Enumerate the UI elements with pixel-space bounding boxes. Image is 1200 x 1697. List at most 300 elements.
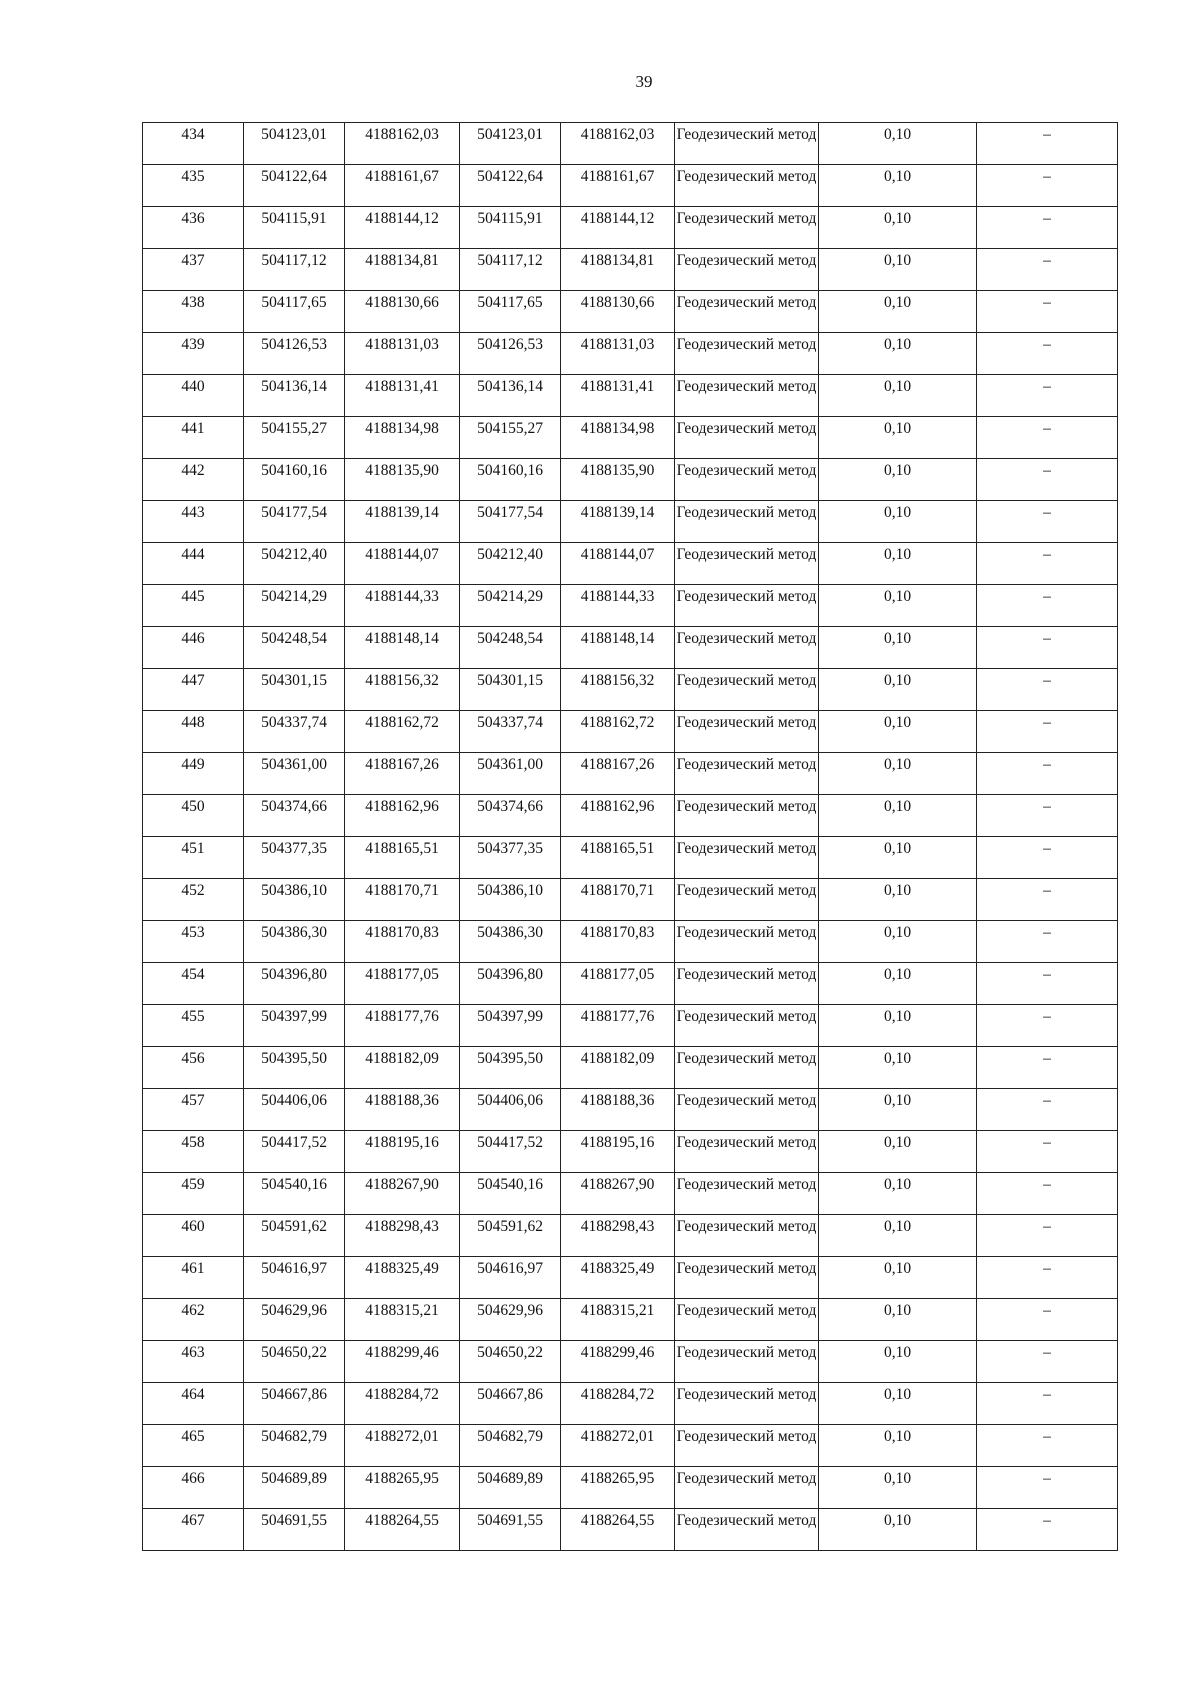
x-specified-cell: 504123,01 xyxy=(460,123,561,165)
table-row xyxy=(143,291,1118,333)
point-number-cell: 458 xyxy=(143,1131,244,1173)
accuracy-cell: 0,10 xyxy=(819,1509,977,1551)
point-number-cell: 444 xyxy=(143,543,244,585)
method-cell: Геодезический метод xyxy=(675,207,819,249)
y-existing-cell: 4188162,72 xyxy=(345,711,460,753)
x-existing-cell: 504214,29 xyxy=(244,585,345,627)
y-specified-cell: 4188139,14 xyxy=(561,501,675,543)
x-existing-cell: 504386,10 xyxy=(244,879,345,921)
table-row xyxy=(143,543,1118,585)
accuracy-cell: 0,10 xyxy=(819,879,977,921)
table-row xyxy=(143,585,1118,627)
note-cell: – xyxy=(977,585,1118,627)
note-cell: – xyxy=(977,753,1118,795)
y-existing-cell: 4188134,81 xyxy=(345,249,460,291)
x-existing-cell: 504395,50 xyxy=(244,1047,345,1089)
table-row xyxy=(143,1299,1118,1341)
y-existing-cell: 4188177,76 xyxy=(345,1005,460,1047)
point-number-cell: 439 xyxy=(143,333,244,375)
point-number-cell: 449 xyxy=(143,753,244,795)
note-cell: – xyxy=(977,375,1118,417)
x-existing-cell: 504591,62 xyxy=(244,1215,345,1257)
x-existing-cell: 504155,27 xyxy=(244,417,345,459)
y-specified-cell: 4188265,95 xyxy=(561,1467,675,1509)
method-cell: Геодезический метод xyxy=(675,1467,819,1509)
x-existing-cell: 504117,12 xyxy=(244,249,345,291)
method-cell: Геодезический метод xyxy=(675,1425,819,1467)
table-row xyxy=(143,417,1118,459)
method-cell: Геодезический метод xyxy=(675,963,819,1005)
x-existing-cell: 504301,15 xyxy=(244,669,345,711)
x-specified-cell: 504689,89 xyxy=(460,1467,561,1509)
table-row xyxy=(143,1341,1118,1383)
accuracy-cell: 0,10 xyxy=(819,1383,977,1425)
x-existing-cell: 504337,74 xyxy=(244,711,345,753)
y-existing-cell: 4188162,03 xyxy=(345,123,460,165)
y-specified-cell: 4188177,05 xyxy=(561,963,675,1005)
table-row xyxy=(143,711,1118,753)
y-specified-cell: 4188167,26 xyxy=(561,753,675,795)
x-specified-cell: 504117,65 xyxy=(460,291,561,333)
point-number-cell: 452 xyxy=(143,879,244,921)
accuracy-cell: 0,10 xyxy=(819,543,977,585)
x-specified-cell: 504540,16 xyxy=(460,1173,561,1215)
method-cell: Геодезический метод xyxy=(675,1005,819,1047)
note-cell: – xyxy=(977,123,1118,165)
point-number-cell: 438 xyxy=(143,291,244,333)
y-existing-cell: 4188134,98 xyxy=(345,417,460,459)
y-specified-cell: 4188131,41 xyxy=(561,375,675,417)
method-cell: Геодезический метод xyxy=(675,333,819,375)
table-row xyxy=(143,1509,1118,1551)
y-existing-cell: 4188284,72 xyxy=(345,1383,460,1425)
x-specified-cell: 504650,22 xyxy=(460,1341,561,1383)
point-number-cell: 436 xyxy=(143,207,244,249)
x-specified-cell: 504682,79 xyxy=(460,1425,561,1467)
accuracy-cell: 0,10 xyxy=(819,1257,977,1299)
x-existing-cell: 504374,66 xyxy=(244,795,345,837)
note-cell: – xyxy=(977,1383,1118,1425)
point-number-cell: 451 xyxy=(143,837,244,879)
table-row xyxy=(143,795,1118,837)
x-existing-cell: 504417,52 xyxy=(244,1131,345,1173)
method-cell: Геодезический метод xyxy=(675,1215,819,1257)
y-specified-cell: 4188170,71 xyxy=(561,879,675,921)
accuracy-cell: 0,10 xyxy=(819,837,977,879)
method-cell: Геодезический метод xyxy=(675,753,819,795)
x-existing-cell: 504667,86 xyxy=(244,1383,345,1425)
note-cell: – xyxy=(977,459,1118,501)
y-specified-cell: 4188131,03 xyxy=(561,333,675,375)
x-specified-cell: 504214,29 xyxy=(460,585,561,627)
accuracy-cell: 0,10 xyxy=(819,249,977,291)
x-existing-cell: 504691,55 xyxy=(244,1509,345,1551)
point-number-cell: 450 xyxy=(143,795,244,837)
x-specified-cell: 504248,54 xyxy=(460,627,561,669)
note-cell: – xyxy=(977,1509,1118,1551)
x-existing-cell: 504682,79 xyxy=(244,1425,345,1467)
y-specified-cell: 4188162,96 xyxy=(561,795,675,837)
note-cell: – xyxy=(977,1257,1118,1299)
table-row xyxy=(143,1257,1118,1299)
y-specified-cell: 4188272,01 xyxy=(561,1425,675,1467)
x-existing-cell: 504361,00 xyxy=(244,753,345,795)
y-specified-cell: 4188130,66 xyxy=(561,291,675,333)
accuracy-cell: 0,10 xyxy=(819,1089,977,1131)
point-number-cell: 460 xyxy=(143,1215,244,1257)
note-cell: – xyxy=(977,207,1118,249)
x-existing-cell: 504386,30 xyxy=(244,921,345,963)
x-specified-cell: 504212,40 xyxy=(460,543,561,585)
x-existing-cell: 504689,89 xyxy=(244,1467,345,1509)
method-cell: Геодезический метод xyxy=(675,1509,819,1551)
method-cell: Геодезический метод xyxy=(675,543,819,585)
table-row xyxy=(143,1215,1118,1257)
y-existing-cell: 4188162,96 xyxy=(345,795,460,837)
x-specified-cell: 504361,00 xyxy=(460,753,561,795)
accuracy-cell: 0,10 xyxy=(819,1131,977,1173)
point-number-cell: 442 xyxy=(143,459,244,501)
method-cell: Геодезический метод xyxy=(675,1299,819,1341)
method-cell: Геодезический метод xyxy=(675,417,819,459)
note-cell: – xyxy=(977,627,1118,669)
accuracy-cell: 0,10 xyxy=(819,1215,977,1257)
table-row xyxy=(143,1089,1118,1131)
y-specified-cell: 4188298,43 xyxy=(561,1215,675,1257)
y-existing-cell: 4188144,07 xyxy=(345,543,460,585)
y-existing-cell: 4188148,14 xyxy=(345,627,460,669)
method-cell: Геодезический метод xyxy=(675,1257,819,1299)
accuracy-cell: 0,10 xyxy=(819,795,977,837)
x-specified-cell: 504177,54 xyxy=(460,501,561,543)
note-cell: – xyxy=(977,501,1118,543)
y-existing-cell: 4188135,90 xyxy=(345,459,460,501)
coordinates-table xyxy=(142,122,1118,1551)
point-number-cell: 448 xyxy=(143,711,244,753)
x-existing-cell: 504248,54 xyxy=(244,627,345,669)
accuracy-cell: 0,10 xyxy=(819,291,977,333)
point-number-cell: 461 xyxy=(143,1257,244,1299)
y-existing-cell: 4188195,16 xyxy=(345,1131,460,1173)
method-cell: Геодезический метод xyxy=(675,711,819,753)
note-cell: – xyxy=(977,1047,1118,1089)
x-specified-cell: 504122,64 xyxy=(460,165,561,207)
y-existing-cell: 4188272,01 xyxy=(345,1425,460,1467)
method-cell: Геодезический метод xyxy=(675,921,819,963)
x-existing-cell: 504377,35 xyxy=(244,837,345,879)
table-row xyxy=(143,249,1118,291)
table-row xyxy=(143,333,1118,375)
note-cell: – xyxy=(977,1215,1118,1257)
y-specified-cell: 4188144,12 xyxy=(561,207,675,249)
x-specified-cell: 504396,80 xyxy=(460,963,561,1005)
method-cell: Геодезический метод xyxy=(675,249,819,291)
x-specified-cell: 504377,35 xyxy=(460,837,561,879)
table-row xyxy=(143,1383,1118,1425)
table-row xyxy=(143,921,1118,963)
y-existing-cell: 4188144,33 xyxy=(345,585,460,627)
note-cell: – xyxy=(977,543,1118,585)
y-specified-cell: 4188188,36 xyxy=(561,1089,675,1131)
y-existing-cell: 4188177,05 xyxy=(345,963,460,1005)
y-specified-cell: 4188325,49 xyxy=(561,1257,675,1299)
x-existing-cell: 504122,64 xyxy=(244,165,345,207)
method-cell: Геодезический метод xyxy=(675,627,819,669)
x-specified-cell: 504117,12 xyxy=(460,249,561,291)
accuracy-cell: 0,10 xyxy=(819,753,977,795)
note-cell: – xyxy=(977,963,1118,1005)
x-specified-cell: 504397,99 xyxy=(460,1005,561,1047)
accuracy-cell: 0,10 xyxy=(819,1341,977,1383)
accuracy-cell: 0,10 xyxy=(819,711,977,753)
accuracy-cell: 0,10 xyxy=(819,1005,977,1047)
y-existing-cell: 4188267,90 xyxy=(345,1173,460,1215)
table-row xyxy=(143,207,1118,249)
accuracy-cell: 0,10 xyxy=(819,207,977,249)
table-row xyxy=(143,669,1118,711)
y-existing-cell: 4188188,36 xyxy=(345,1089,460,1131)
note-cell: – xyxy=(977,1089,1118,1131)
note-cell: – xyxy=(977,333,1118,375)
x-specified-cell: 504616,97 xyxy=(460,1257,561,1299)
accuracy-cell: 0,10 xyxy=(819,585,977,627)
point-number-cell: 445 xyxy=(143,585,244,627)
method-cell: Геодезический метод xyxy=(675,291,819,333)
method-cell: Геодезический метод xyxy=(675,1341,819,1383)
table-row xyxy=(143,627,1118,669)
table-row xyxy=(143,753,1118,795)
table-row xyxy=(143,837,1118,879)
note-cell: – xyxy=(977,249,1118,291)
table-row xyxy=(143,375,1118,417)
point-number-cell: 464 xyxy=(143,1383,244,1425)
x-existing-cell: 504212,40 xyxy=(244,543,345,585)
note-cell: – xyxy=(977,1467,1118,1509)
table-row xyxy=(143,1425,1118,1467)
point-number-cell: 467 xyxy=(143,1509,244,1551)
x-existing-cell: 504406,06 xyxy=(244,1089,345,1131)
method-cell: Геодезический метод xyxy=(675,1089,819,1131)
y-specified-cell: 4188135,90 xyxy=(561,459,675,501)
y-existing-cell: 4188265,95 xyxy=(345,1467,460,1509)
point-number-cell: 457 xyxy=(143,1089,244,1131)
note-cell: – xyxy=(977,1005,1118,1047)
note-cell: – xyxy=(977,1173,1118,1215)
x-existing-cell: 504117,65 xyxy=(244,291,345,333)
accuracy-cell: 0,10 xyxy=(819,1047,977,1089)
note-cell: – xyxy=(977,669,1118,711)
x-existing-cell: 504123,01 xyxy=(244,123,345,165)
y-existing-cell: 4188298,43 xyxy=(345,1215,460,1257)
accuracy-cell: 0,10 xyxy=(819,417,977,459)
point-number-cell: 463 xyxy=(143,1341,244,1383)
accuracy-cell: 0,10 xyxy=(819,165,977,207)
y-existing-cell: 4188325,49 xyxy=(345,1257,460,1299)
note-cell: – xyxy=(977,291,1118,333)
x-existing-cell: 504177,54 xyxy=(244,501,345,543)
x-existing-cell: 504136,14 xyxy=(244,375,345,417)
y-specified-cell: 4188195,16 xyxy=(561,1131,675,1173)
y-existing-cell: 4188170,71 xyxy=(345,879,460,921)
table-row xyxy=(143,501,1118,543)
accuracy-cell: 0,10 xyxy=(819,123,977,165)
method-cell: Геодезический метод xyxy=(675,585,819,627)
table-body xyxy=(143,123,1118,1551)
accuracy-cell: 0,10 xyxy=(819,375,977,417)
method-cell: Геодезический метод xyxy=(675,459,819,501)
y-specified-cell: 4188299,46 xyxy=(561,1341,675,1383)
y-specified-cell: 4188267,90 xyxy=(561,1173,675,1215)
accuracy-cell: 0,10 xyxy=(819,1173,977,1215)
x-specified-cell: 504667,86 xyxy=(460,1383,561,1425)
accuracy-cell: 0,10 xyxy=(819,921,977,963)
note-cell: – xyxy=(977,837,1118,879)
table-row xyxy=(143,879,1118,921)
table-row xyxy=(143,165,1118,207)
y-existing-cell: 4188130,66 xyxy=(345,291,460,333)
note-cell: – xyxy=(977,795,1118,837)
table-row xyxy=(143,1005,1118,1047)
x-specified-cell: 504337,74 xyxy=(460,711,561,753)
y-specified-cell: 4188156,32 xyxy=(561,669,675,711)
y-specified-cell: 4188315,21 xyxy=(561,1299,675,1341)
x-specified-cell: 504386,10 xyxy=(460,879,561,921)
x-specified-cell: 504136,14 xyxy=(460,375,561,417)
x-existing-cell: 504396,80 xyxy=(244,963,345,1005)
y-specified-cell: 4188144,33 xyxy=(561,585,675,627)
y-existing-cell: 4188156,32 xyxy=(345,669,460,711)
point-number-cell: 443 xyxy=(143,501,244,543)
method-cell: Геодезический метод xyxy=(675,1173,819,1215)
point-number-cell: 454 xyxy=(143,963,244,1005)
y-existing-cell: 4188182,09 xyxy=(345,1047,460,1089)
table-row xyxy=(143,963,1118,1005)
x-existing-cell: 504160,16 xyxy=(244,459,345,501)
point-number-cell: 455 xyxy=(143,1005,244,1047)
y-specified-cell: 4188264,55 xyxy=(561,1509,675,1551)
note-cell: – xyxy=(977,165,1118,207)
accuracy-cell: 0,10 xyxy=(819,459,977,501)
method-cell: Геодезический метод xyxy=(675,837,819,879)
method-cell: Геодезический метод xyxy=(675,879,819,921)
x-existing-cell: 504115,91 xyxy=(244,207,345,249)
point-number-cell: 441 xyxy=(143,417,244,459)
point-number-cell: 437 xyxy=(143,249,244,291)
accuracy-cell: 0,10 xyxy=(819,1425,977,1467)
y-existing-cell: 4188167,26 xyxy=(345,753,460,795)
x-specified-cell: 504395,50 xyxy=(460,1047,561,1089)
x-existing-cell: 504397,99 xyxy=(244,1005,345,1047)
point-number-cell: 466 xyxy=(143,1467,244,1509)
x-existing-cell: 504126,53 xyxy=(244,333,345,375)
x-specified-cell: 504417,52 xyxy=(460,1131,561,1173)
note-cell: – xyxy=(977,1425,1118,1467)
note-cell: – xyxy=(977,1131,1118,1173)
y-specified-cell: 4188134,98 xyxy=(561,417,675,459)
x-specified-cell: 504115,91 xyxy=(460,207,561,249)
y-existing-cell: 4188131,03 xyxy=(345,333,460,375)
point-number-cell: 440 xyxy=(143,375,244,417)
method-cell: Геодезический метод xyxy=(675,669,819,711)
note-cell: – xyxy=(977,1341,1118,1383)
y-existing-cell: 4188139,14 xyxy=(345,501,460,543)
x-specified-cell: 504406,06 xyxy=(460,1089,561,1131)
accuracy-cell: 0,10 xyxy=(819,333,977,375)
x-specified-cell: 504126,53 xyxy=(460,333,561,375)
y-specified-cell: 4188170,83 xyxy=(561,921,675,963)
point-number-cell: 462 xyxy=(143,1299,244,1341)
x-existing-cell: 504650,22 xyxy=(244,1341,345,1383)
y-existing-cell: 4188165,51 xyxy=(345,837,460,879)
y-existing-cell: 4188161,67 xyxy=(345,165,460,207)
point-number-cell: 435 xyxy=(143,165,244,207)
y-specified-cell: 4188161,67 xyxy=(561,165,675,207)
method-cell: Геодезический метод xyxy=(675,375,819,417)
note-cell: – xyxy=(977,711,1118,753)
y-specified-cell: 4188284,72 xyxy=(561,1383,675,1425)
y-specified-cell: 4188165,51 xyxy=(561,837,675,879)
point-number-cell: 465 xyxy=(143,1425,244,1467)
note-cell: – xyxy=(977,921,1118,963)
accuracy-cell: 0,10 xyxy=(819,963,977,1005)
point-number-cell: 453 xyxy=(143,921,244,963)
method-cell: Геодезический метод xyxy=(675,795,819,837)
y-existing-cell: 4188144,12 xyxy=(345,207,460,249)
x-existing-cell: 504629,96 xyxy=(244,1299,345,1341)
method-cell: Геодезический метод xyxy=(675,123,819,165)
x-existing-cell: 504540,16 xyxy=(244,1173,345,1215)
y-specified-cell: 4188182,09 xyxy=(561,1047,675,1089)
y-existing-cell: 4188315,21 xyxy=(345,1299,460,1341)
page-number: 39 xyxy=(635,72,653,91)
point-number-cell: 446 xyxy=(143,627,244,669)
point-number-cell: 456 xyxy=(143,1047,244,1089)
note-cell: – xyxy=(977,1299,1118,1341)
y-existing-cell: 4188264,55 xyxy=(345,1509,460,1551)
method-cell: Геодезический метод xyxy=(675,1047,819,1089)
y-specified-cell: 4188177,76 xyxy=(561,1005,675,1047)
y-specified-cell: 4188162,03 xyxy=(561,123,675,165)
x-specified-cell: 504155,27 xyxy=(460,417,561,459)
y-specified-cell: 4188144,07 xyxy=(561,543,675,585)
y-specified-cell: 4188162,72 xyxy=(561,711,675,753)
note-cell: – xyxy=(977,879,1118,921)
y-existing-cell: 4188170,83 xyxy=(345,921,460,963)
x-specified-cell: 504160,16 xyxy=(460,459,561,501)
x-specified-cell: 504301,15 xyxy=(460,669,561,711)
x-specified-cell: 504386,30 xyxy=(460,921,561,963)
point-number-cell: 459 xyxy=(143,1173,244,1215)
y-specified-cell: 4188148,14 xyxy=(561,627,675,669)
method-cell: Геодезический метод xyxy=(675,165,819,207)
table-row xyxy=(143,1467,1118,1509)
y-existing-cell: 4188299,46 xyxy=(345,1341,460,1383)
point-number-cell: 434 xyxy=(143,123,244,165)
x-existing-cell: 504616,97 xyxy=(244,1257,345,1299)
accuracy-cell: 0,10 xyxy=(819,669,977,711)
x-specified-cell: 504591,62 xyxy=(460,1215,561,1257)
table-row xyxy=(143,123,1118,165)
method-cell: Геодезический метод xyxy=(675,501,819,543)
table-row xyxy=(143,1047,1118,1089)
method-cell: Геодезический метод xyxy=(675,1383,819,1425)
table-row xyxy=(143,1131,1118,1173)
accuracy-cell: 0,10 xyxy=(819,627,977,669)
table-row xyxy=(143,459,1118,501)
accuracy-cell: 0,10 xyxy=(819,1299,977,1341)
x-specified-cell: 504374,66 xyxy=(460,795,561,837)
accuracy-cell: 0,10 xyxy=(819,1467,977,1509)
